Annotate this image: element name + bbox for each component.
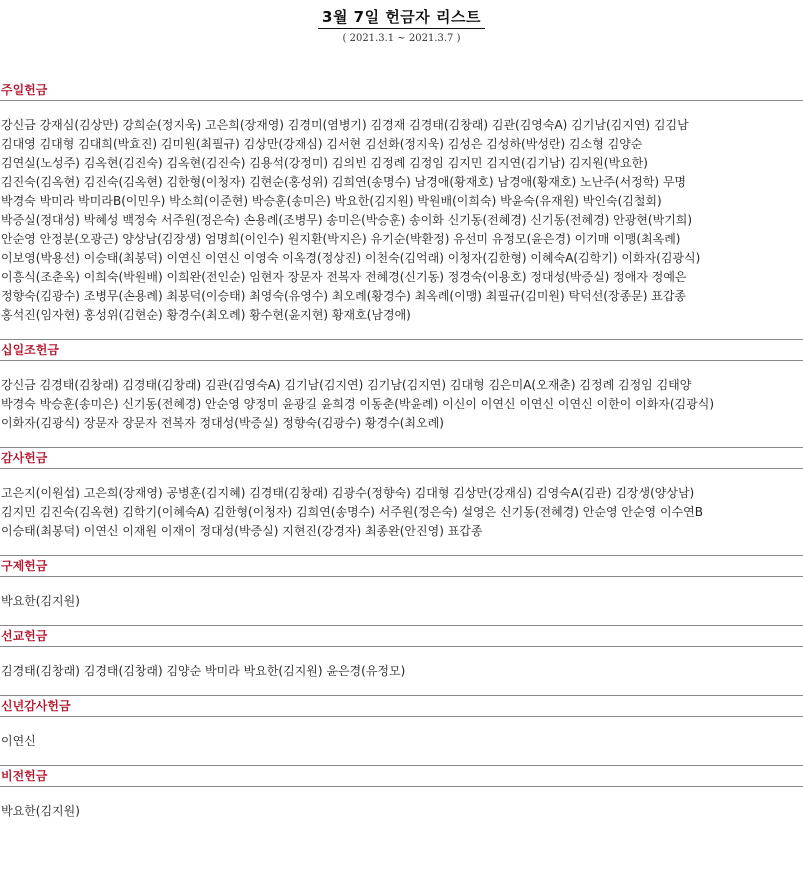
section-heading: 감사헌금 (1, 451, 48, 465)
section-heading: 신년감사헌금 (1, 699, 71, 713)
section-new-year-thanks-offering (0, 696, 803, 766)
donor-line: 박증실(정대성) 박혜성 백정숙 서주원(정은숙) 손용례(조병무) 송미은(박승훈) 송이화 신기동(전혜경) 신기동(전혜경) 안광현(박기희) (1, 213, 693, 227)
donor-line: 김진숙(김옥현) 김진숙(김옥현) 김한형(이청자) 김현순(홍성위) 김희연(송명수) 남경애(황재호) 남경애(황재호) 노난주(서정학) 무명 (1, 175, 687, 189)
donor-line: 김경태(김창래) 김경태(김창래) 김양순 박미라 박요한(김지원) 윤은경(유정모) (1, 664, 406, 678)
donor-line: 정향숙(김광수) 조병무(손용례) 최봉덕(이승태) 최영숙(유영수) 최오례(황경수) 최옥례(이맹) 최필규(김미원) 탁덕선(장종문) 표갑종 (1, 289, 687, 303)
donor-line: 김대영 김대형 김대희(박효진) 김미원(최필규) 김상만(강재심) 김서현 김선화(정지욱) 김성은 김성하(박성란) 김소형 김양순 (1, 137, 643, 151)
section-mission-offering (0, 626, 803, 696)
section-tithe-offering (0, 340, 803, 448)
donor-line: 박요한(김지원) (1, 804, 80, 818)
section-sunday-offering (0, 80, 803, 340)
page-title: 3월 7일 헌금자 리스트 (318, 6, 485, 29)
donor-line: 이보영(박용선) 이승태(최봉덕) 이연신 이연신 이영숙 이옥경(정상진) 이천숙(김억래) 이청자(김한형) 이혜숙A(김학기) 이화자(김광식) (1, 251, 701, 265)
donor-line: 이흥식(조춘옥) 이희숙(박원배) 이희완(전인순) 임현자 장문자 전복자 전혜경(신기동) 정경숙(이용호) 정대성(박증실) 정애자 정예은 (1, 270, 687, 284)
donor-line: 박경숙 박승훈(송미은) 신기동(전혜경) 안순영 양정미 윤광길 윤희경 이동춘(박윤례) 이신이 이연신 이연신 이연신 이한이 이화자(김광식) (1, 397, 715, 411)
donor-line: 강신금 김경태(김창래) 김경태(김창래) 김관(김영숙A) 김기남(김지연) 김기남(김지연) 김대형 김은미A(오재춘) 김정례 김정임 김태양 (1, 378, 692, 392)
page-header (0, 0, 803, 44)
donor-line: 고은지(이원섭) 고은희(장재영) 공병훈(김지혜) 김경태(김창래) 김광수(정향숙) 김대형 김상만(강재심) 김영숙A(김관) 김장생(양상남) (1, 486, 695, 500)
offering-sections (0, 80, 803, 835)
section-heading: 선교헌금 (1, 629, 48, 643)
donor-line: 이승태(최봉덕) 이연신 이재원 이재이 정대성(박증실) 지현진(강경자) 최종완(안진영) 표갑종 (1, 524, 483, 538)
section-relief-offering (0, 556, 803, 626)
donor-list (0, 469, 803, 555)
section-heading: 구제헌금 (1, 559, 48, 573)
section-vision-offering (0, 766, 803, 835)
section-heading: 주일헌금 (1, 83, 48, 97)
donor-line: 이화자(김광식) 장문자 장문자 전복자 정대성(박증실) 정향숙(김광수) 황경수(최오례) (1, 416, 444, 430)
donor-line: 이연신 (1, 734, 36, 748)
donor-line: 박요한(김지원) (1, 594, 80, 608)
donor-list (0, 361, 803, 447)
donor-list (0, 787, 803, 835)
donor-list (0, 577, 803, 625)
section-heading: 비전헌금 (1, 769, 48, 783)
donor-list (0, 101, 803, 339)
date-range: ( 2021.3.1 ~ 2021.3.7 ) (342, 33, 461, 44)
donor-list (0, 717, 803, 765)
donor-line: 강신금 강재심(김상만) 강희순(정지욱) 고은희(장재영) 김경미(염병기) 김경재 김경태(김창래) 김관(김영숙A) 김기남(김지연) 김김남 (1, 118, 689, 132)
section-thanks-offering (0, 448, 803, 556)
donor-line: 김지민 김진숙(김옥현) 김학기(이혜숙A) 김한형(이청자) 김희연(송명수) 서주원(정은숙) 설영은 신기동(전혜경) 안순영 안순영 이수연B (1, 505, 703, 519)
donor-list (0, 647, 803, 695)
donor-line: 박경숙 박미라 박미라B(이민우) 박소희(이준현) 박승훈(송미은) 박요한(김지원) 박원배(이희숙) 박윤숙(유재원) 박인숙(김철회) (1, 194, 662, 208)
donor-line: 홍석진(임자현) 홍성위(김현순) 황경수(최오례) 황수현(윤지현) 황재호(남경애) (1, 308, 411, 322)
donor-line: 김연실(노성주) 김옥현(김진숙) 김옥현(김진숙) 김용석(강정미) 김의빈 김정례 김정임 김지민 김지연(김기남) 김지원(박요한) (1, 156, 648, 170)
donor-line: 안순영 안정분(오광근) 양상남(김장생) 엄명희(이인수) 원지환(박지은) 유기순(박환정) 유선미 유정모(윤은경) 이기매 이맹(최옥례) (1, 232, 681, 246)
section-heading: 십일조헌금 (1, 343, 59, 357)
